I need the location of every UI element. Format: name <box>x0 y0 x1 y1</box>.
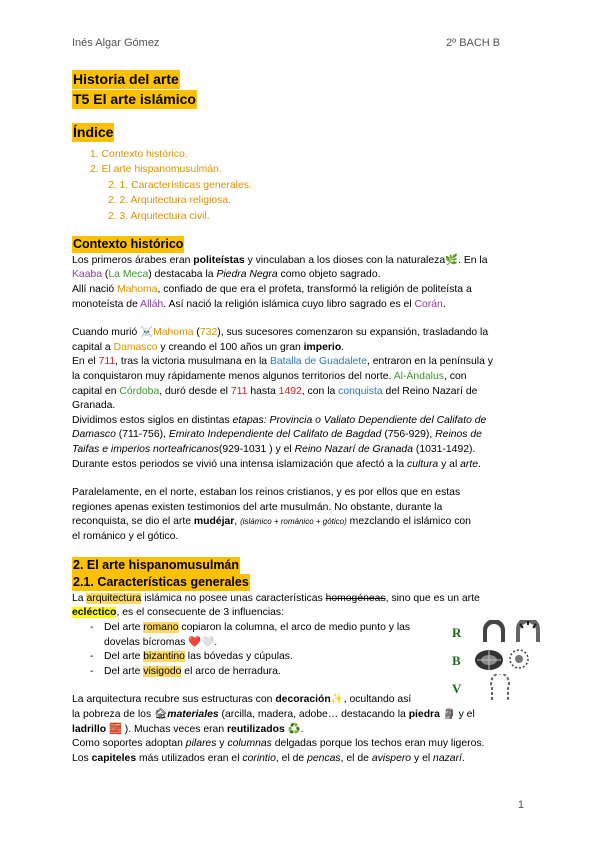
indice-heading: Índice <box>73 124 114 141</box>
paragraph: La arquitectura islámica no posee unas características homogéneas, sino que es un arte ecléctico, es el consecuente de 3 influencias: <box>72 592 480 619</box>
document-body <box>72 70 532 766</box>
toc-subitem[interactable]: 2. 2. Arquitectura religiosa. <box>108 195 232 207</box>
section-heading-arte: 2. El arte hispanomusulmán <box>73 557 240 572</box>
byzantine-dome-icon <box>474 648 504 670</box>
section-heading-contexto: Contexto histórico <box>73 237 184 252</box>
list-item: - Del arte romano copiaron la columna, el arco de medio punto y las dovelas bícromas ❤️🤍. <box>90 621 450 650</box>
influence-letter-visigodo: V <box>452 681 462 696</box>
paragraph: Cuando murió ☠️Mahoma (732), sus sucesores comenzaron su expansión, trasladando la capital a Damasco y creando el 100 años un gran imperio. <box>72 327 489 353</box>
subsection-heading: 2.1. Características generales <box>73 575 249 590</box>
influence-letter-romano: R <box>452 625 462 640</box>
influence-letter-bizantino: B <box>452 653 461 668</box>
list-item: - Del arte bizantino las bóvedas y cúpulas. <box>90 650 450 665</box>
influences-list <box>72 621 450 679</box>
byzantine-dome-icon <box>508 648 530 670</box>
title-line1: Historia del arte <box>73 71 179 87</box>
paragraph: En el 711, tras la victoria musulmana en la Batalla de Guadalete, entraron en la península y la conquistaron muy rápidamente menos algunos territorios del norte. Al-Ándalus, con capital en Córdoba, duró desde el 711 hasta 1492, con la conquista del Reino Nazarí de Granada. <box>72 356 493 412</box>
paragraph: Paralelamente, en el norte, estaban los reinos cristianos, y es por ellos que en estas regiones apenas existen testimonios del arte musulmán. No obstante, durante la reconquista, se dio el arte mudéjar, (islámico + románico + gótico) mezclando el islámico con el románico y el gótico. <box>72 487 471 542</box>
roman-arch-icon <box>514 620 542 642</box>
doc-title <box>72 70 532 109</box>
page-number: 1 <box>517 799 524 811</box>
list-item: - Del arte visigodo el arco de herradura. <box>90 665 450 680</box>
header-course: 2º BACH B <box>446 37 501 49</box>
header-author: Inés Algar Gómez <box>72 37 160 49</box>
toc-subitem[interactable]: 2. 1. Características generales. <box>108 179 252 191</box>
paragraph: Los primeros árabes eran politeístas y vinculaban a los dioses con la naturaleza🌿. En la Kaaba (La Meca) destacaba la Piedra Negra como objeto sagrado. <box>72 254 488 281</box>
toc-item[interactable]: 1. Contexto histórico. <box>90 148 188 160</box>
paragraph: Dividimos estos siglos en distintas etapas: Provincia o Valiato Dependiente del Califato de Damasco (711-756), Emirato Independiente del Califato de Bagdad (756-929), Reinos de Taifas e imperios norteafricanos(929-1031 ) y el Reino Nazarí de Granada (1031-1492). Durante estos periodos se vivió una intensa islamización que afectó a la cultura y al arte. <box>72 414 487 470</box>
table-of-contents <box>90 147 532 225</box>
paragraph: Allí nació Mahoma, confiado de que era el profeta, transformó la religión de politeísta a monoteísta de Alláh. Así nació la religión islámica cuyo libro sagrado es el Corán. <box>72 284 472 310</box>
title-line2: T5 El arte islámico <box>73 90 196 107</box>
horseshoe-arch-icon <box>486 674 514 700</box>
paragraph: La arquitectura recubre sus estructuras con decoración✨, ocultando así la pobreza de los 🏚materiales (arcilla, madera, adobe… destacando la piedra 🗿 y el ladrillo 🧱 ). Muchas veces eran reutilizados ♻️. Como soportes adoptan pilares y columnas delgadas porque los techos eran muy ligeros. Los capiteles más utilizados eran el corintio, el de pencas, el de avispero y el nazarí. <box>72 694 485 764</box>
toc-item[interactable]: 2. El arte hispanomusulmán. <box>90 164 222 176</box>
toc-subitem[interactable]: 2. 3. Arquitectura civil. <box>108 210 210 222</box>
roman-arch-icon <box>480 620 508 642</box>
